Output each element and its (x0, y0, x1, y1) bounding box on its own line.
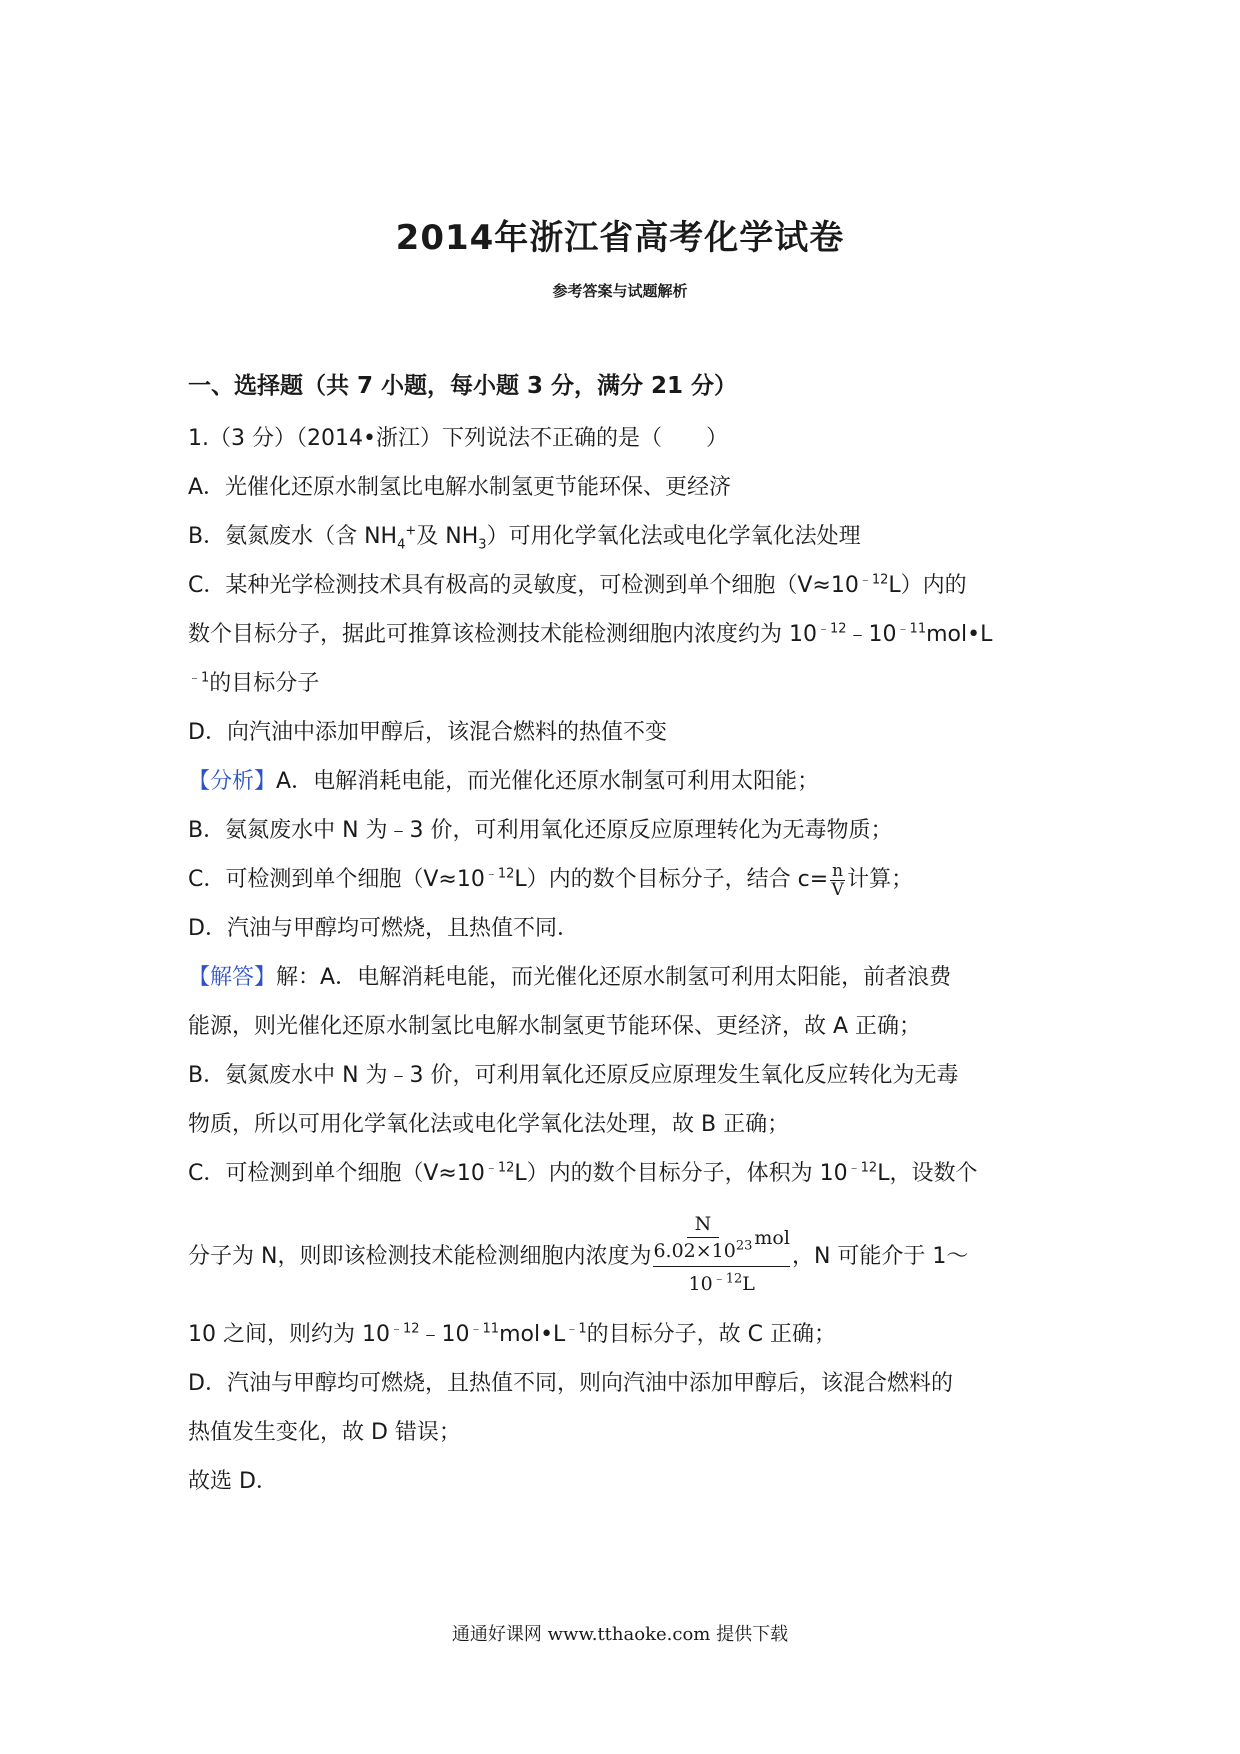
solution-conclusion: 故选 D． (188, 1469, 278, 1494)
option-a: A．光催化还原水制氢比电解水制氢更节能环保、更经济 (188, 475, 732, 500)
option-d: D．向汽油中添加甲醇后，该混合燃料的热值不变 (188, 720, 667, 745)
solution-b-line-1: B．氨氮废水中 N 为﹣3 价，可利用氧化还原反应原理发生氧化反应转化为无毒 (188, 1063, 959, 1088)
analysis-b: B．氨氮废水中 N 为﹣3 价，可利用氧化还原反应原理转化为无毒物质； (188, 818, 893, 843)
option-b: B．氨氮废水（含 $NH_4^+$及 $NH_3$）可用化学氧化法或电化学氧化法处理 (188, 523, 861, 553)
solution-c-line-3: 10 之间，则约为 $10^{﹣12}﹣10^{﹣11}mol•L^{﹣1}$的目标分子，故 C 正确； (188, 1321, 836, 1347)
solution-a-line-1: 【解答】解：A．电解消耗电能，而光催化还原水制氢可利用太阳能，前者浪费 (188, 965, 952, 990)
concentration-formula: $\frac{N}{6.02\times 10^{23}}$ mol $10^{﹣12}L$ (653, 1213, 790, 1295)
analysis-a: 【分析】A．电解消耗电能，而光催化还原水制氢可利用太阳能； (188, 769, 820, 794)
option-c-line-3: $^{﹣1}$的目标分子 (188, 670, 320, 696)
section-heading: 一、选择题（共 7 小题，每小题 3 分，满分 21 分） (188, 373, 738, 399)
option-c-line-2: 数个目标分子，据此可推算该检测技术能检测细胞内浓度约为 $10^{﹣12}﹣10^{﹣11}mol•L$ (188, 621, 993, 647)
concentration-fraction: $\frac{n}{V}$ (831, 860, 844, 900)
solution-d-line-1: D．汽油与甲醇均可燃烧，且热值不同，则向汽油中添加甲醇后，该混合燃料的 (188, 1371, 953, 1396)
solution-c-line-2: 分子为 N，则即该检测技术能检测细胞内浓度为 $\frac{N}{6.02\times 10^{23}}$ mol $10^{﹣12}L$ ，N 可能介于 1～ (188, 1213, 969, 1295)
analysis-d: D．汽油与甲醇均可燃烧，且热值不同． (188, 916, 579, 941)
solution-c-line-1: C．可检测到单个细胞$(V\approx 10^{﹣12}L)$内的数个目标分子，体积为 $10^{﹣12}L$，设数个 (188, 1160, 978, 1186)
content (188, 368, 1068, 1506)
analysis-tag: 【分析】 (188, 769, 277, 794)
page-subtitle: 参考答案与试题解析 (552, 282, 688, 300)
solution-d-line-2: 热值发生变化，故 D 错误； (188, 1420, 461, 1445)
option-c-line-1: C．某种光学检测技术具有极高的灵敏度，可检测到单个细胞$(V\approx 10^{﹣12}L)$内的 (188, 572, 967, 598)
solution-a-line-2: 能源，则光催化还原水制氢比电解水制氢更节能环保、更经济，故 A 正确； (188, 1014, 922, 1039)
solution-b-line-2: 物质，所以可用化学氧化法或电化学氧化法处理，故 B 正确； (188, 1112, 790, 1137)
solution-tag: 【解答】 (188, 965, 277, 990)
analysis-c: C．可检测到单个细胞$(V\approx 10^{﹣12}L)$内的数个目标分子，结合 c= $\frac{n}{V}$ 计算； (188, 860, 914, 900)
question-stem: 1.（3 分）（2014•浙江）下列说法不正确的是（ ） (188, 426, 728, 451)
page-title: 2014年浙江省高考化学试卷 (395, 218, 845, 258)
footer-source: 通通好课网 www.tthaoke.com 提供下载 (451, 1624, 789, 1645)
